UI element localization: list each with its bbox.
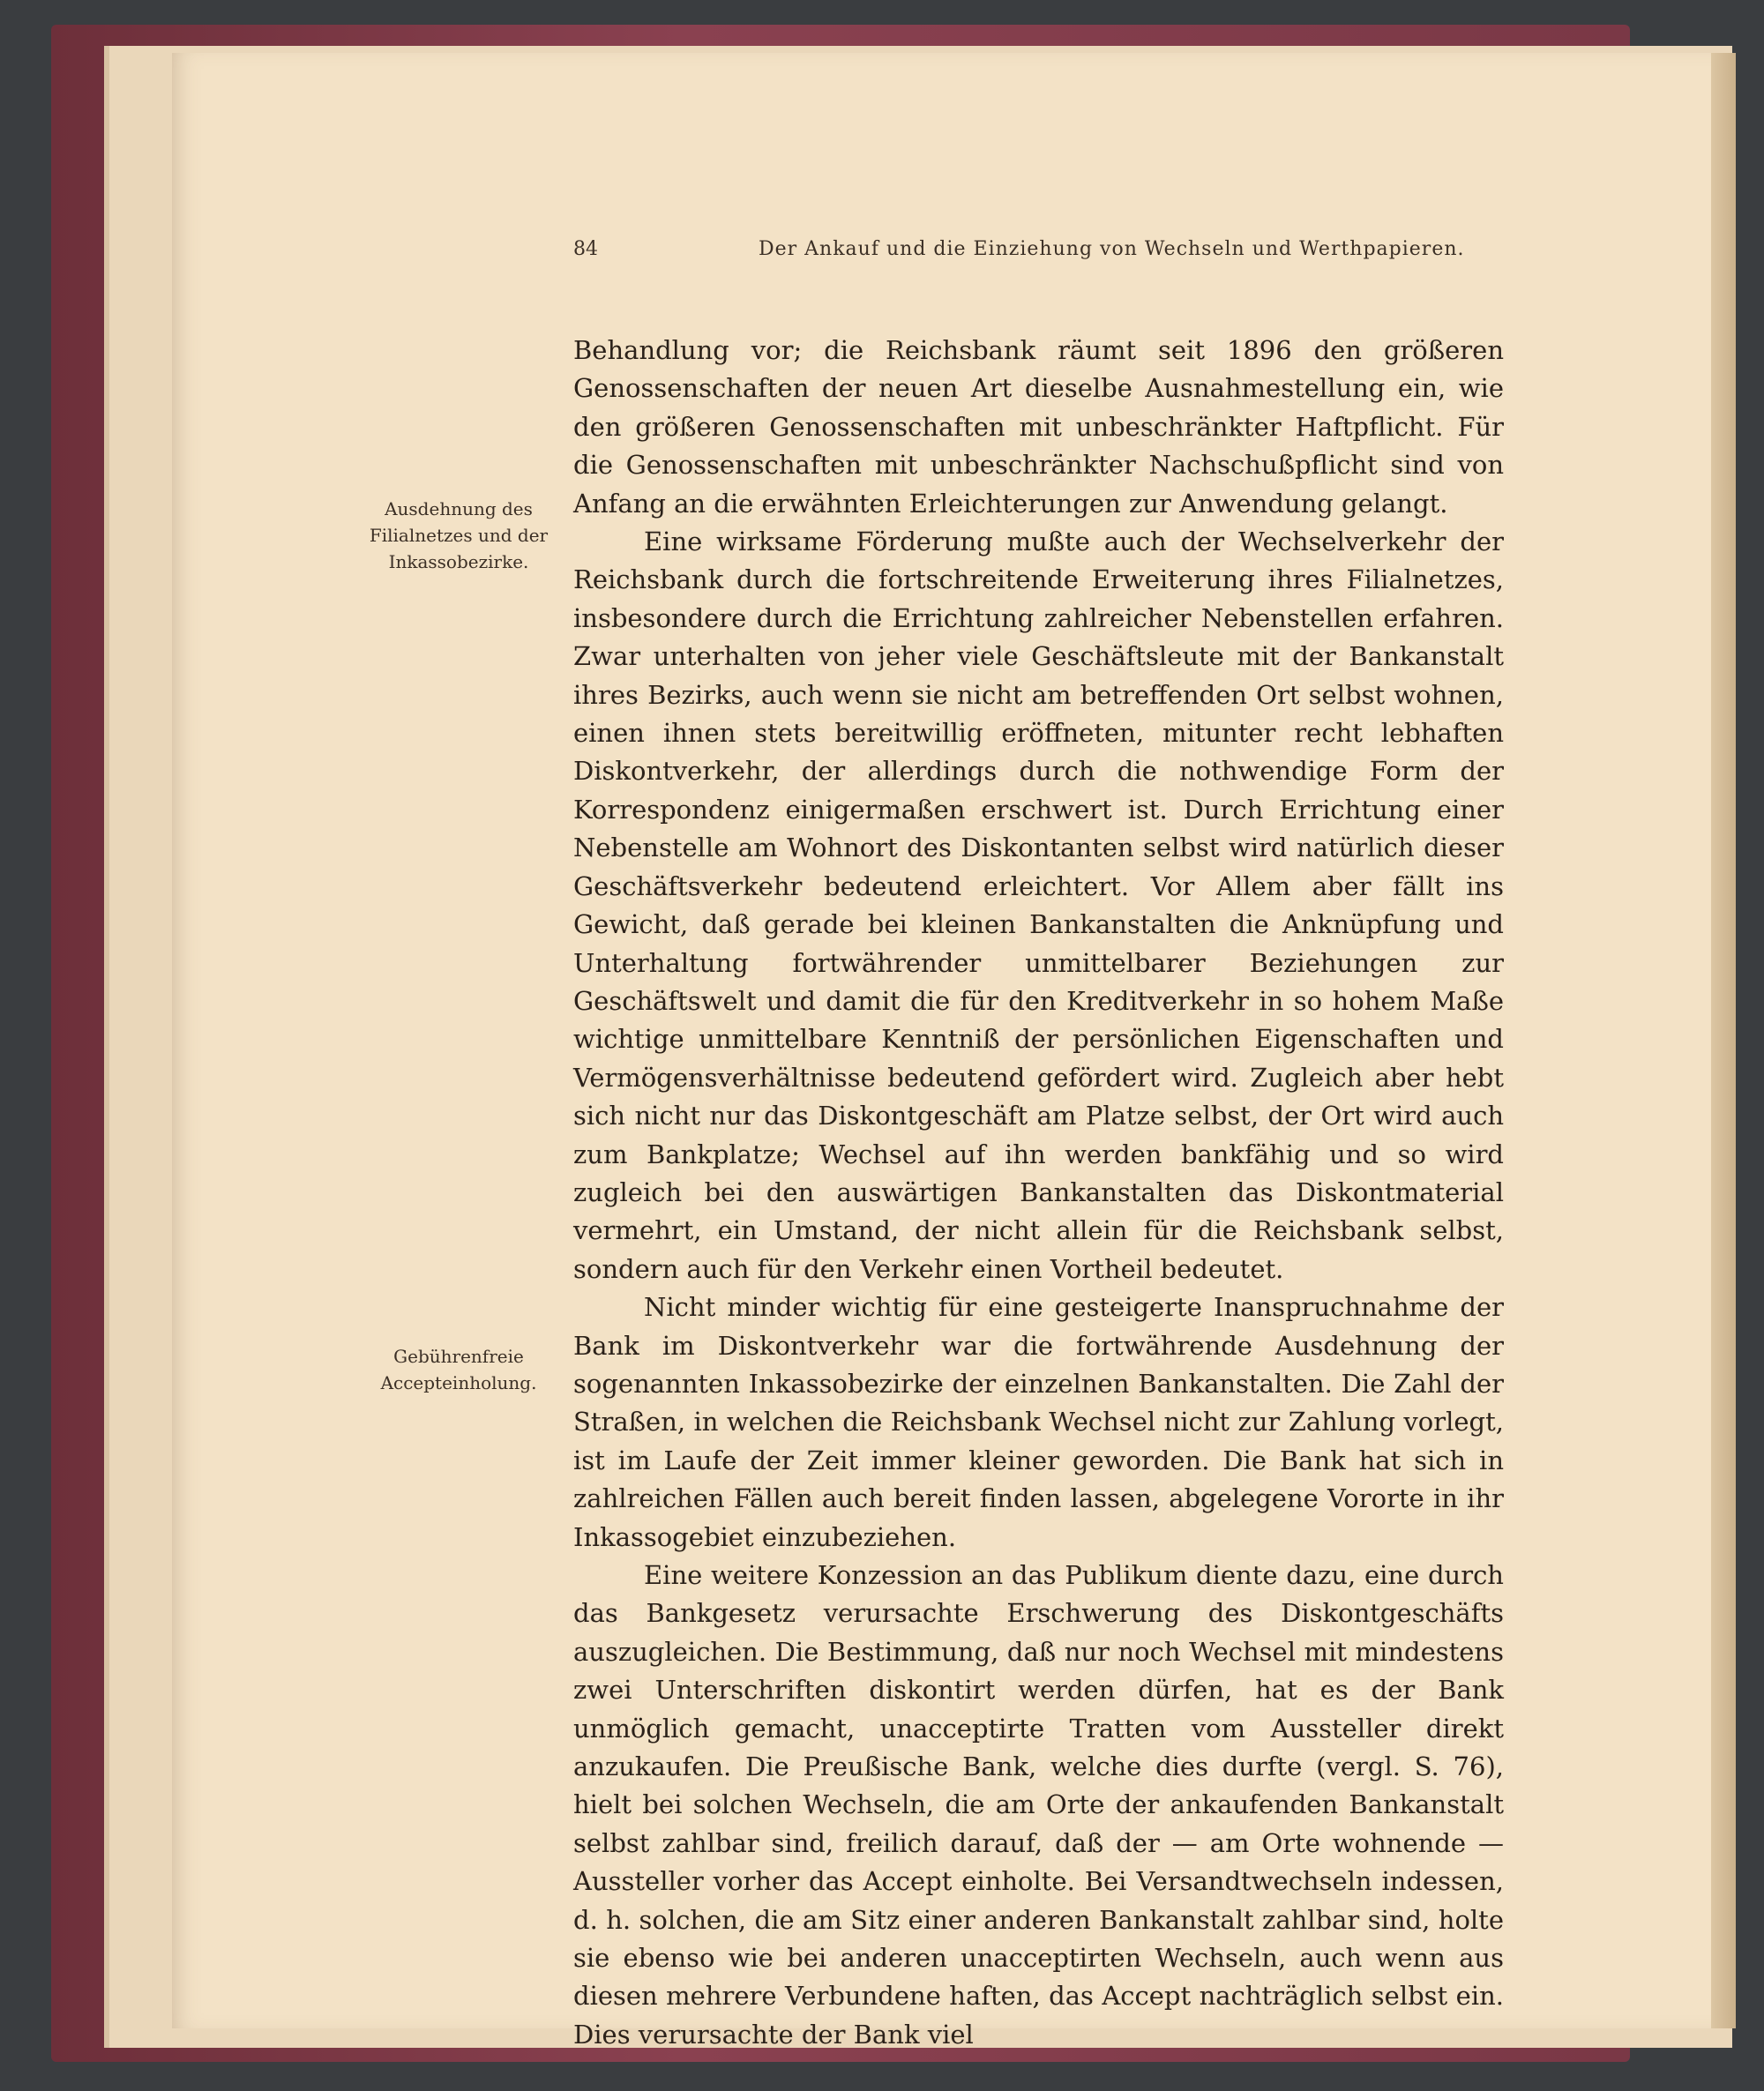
page-number: 84 xyxy=(573,238,598,260)
running-title: Der Ankauf und die Einziehung von Wechseln und Werthpapieren. xyxy=(759,238,1465,260)
page-edge xyxy=(1711,53,1736,2028)
margin-note-filialnetz: Ausdehnung des Filialnetzes und der Inkassobezirke. xyxy=(369,498,549,572)
paragraph: Behandlung vor; die Reichsbank räumt seit 1896 den größeren Genossenschaften der neuen Art dieselbe Ausnahmestellung ein, wie den größeren Genossenschaften mit unbeschränkter Haftpflicht. Für die Genossenschaften mit unbeschränkter Nachschußpflicht sind von Anfang an die erwähnten Erleichterungen zur Anwendung gelangt. xyxy=(573,335,1504,519)
body-text xyxy=(573,332,1504,2054)
paragraph: Eine weitere Konzession an das Publikum diente dazu, eine durch das Bankgesetz verursachte Erschwerung des Diskontgeschäfts auszugleichen. Die Bestimmung, daß nur noch Wechsel mit mindestens zwei Unterschriften diskontirt werden dürfen, hat es der Bank unmöglich gemacht, unacceptirte Tratten vom Aussteller direkt anzukaufen. Die Preußische Bank, welche dies durfte (vergl. S. 76), hielt bei solchen Wechseln, die am Orte der ankaufenden Bankanstalt selbst zahlbar sind, freilich darauf, daß der — am Orte wohnende — Aussteller vorher das Accept einholte. Bei Versandtwechseln indessen, d. h. solchen, die am Sitz einer anderen Bankanstalt zahlbar sind, holte sie ebenso wie bei anderen unacceptirten Wechseln, auch wenn aus diesen mehrere Verbundene haften, das Accept nachträglich selbst ein. Dies verursachte der Bank viel xyxy=(573,1560,1504,2050)
paragraph: Eine wirksame Förderung mußte auch der Wechselverkehr der Reichsbank durch die fortschreitende Erweiterung ihres Filialnetzes, insbesondere durch die Errichtung zahlreicher Nebenstellen erfahren. Zwar unterhalten von jeher viele Geschäftsleute mit der Bankanstalt ihres Bezirks, auch wenn sie nicht am betreffenden Ort selbst wohnen, einen ihnen stets bereitwillig eröffneten, mitunter recht lebhaften Diskontverkehr, der allerdings durch die nothwendige Form der Korrespondenz einigermaßen erschwert ist. Durch Errichtung einer Nebenstelle am Wohnort des Diskontanten selbst wird natürlich dieser Geschäftsverkehr bedeutend erleichtert. Vor Allem aber fällt ins Gewicht, daß gerade bei kleinen Bankanstalten die Anknüpfung und Unterhaltung fortwährender unmittelbarer Beziehungen zur Geschäftswelt und damit die für den Kreditverkehr in so hohem Maße wichtige unmittelbare Kenntniß der persönlichen Eigenschaften und Vermögensverhältnisse bedeutend gefördert wird. Zugleich aber hebt sich nicht nur das Diskontgeschäft am Platze selbst, der Ort wird auch zum Bankplatze; Wechsel auf ihn werden bankfähig und so wird zugleich bei den auswärtigen Bankanstalten das Diskontmaterial vermehrt, ein Umstand, der nicht allein für die Reichsbank selbst, sondern auch für den Verkehr einen Vortheil bedeutet. xyxy=(573,526,1504,1284)
margin-note-accept: Gebührenfreie Accepteinholung. xyxy=(380,1346,537,1393)
running-header xyxy=(573,238,1632,273)
paragraph: Nicht minder wichtig für eine gesteigerte Inanspruchnahme der Bank im Diskontverkehr war die fortwährende Ausdehnung der sogenannten Inkassobezirke der einzelnen Bankanstalten. Die Zahl der Straßen, in welchen die Reichsbank Wechsel nicht zur Zahlung vorlegt, ist im Laufe der Zeit immer kleiner geworden. Die Bank hat sich in zahlreichen Fällen auch bereit finden lassen, abgelegene Vororte in ihr Inkassogebiet einzubeziehen. xyxy=(573,1292,1504,1552)
